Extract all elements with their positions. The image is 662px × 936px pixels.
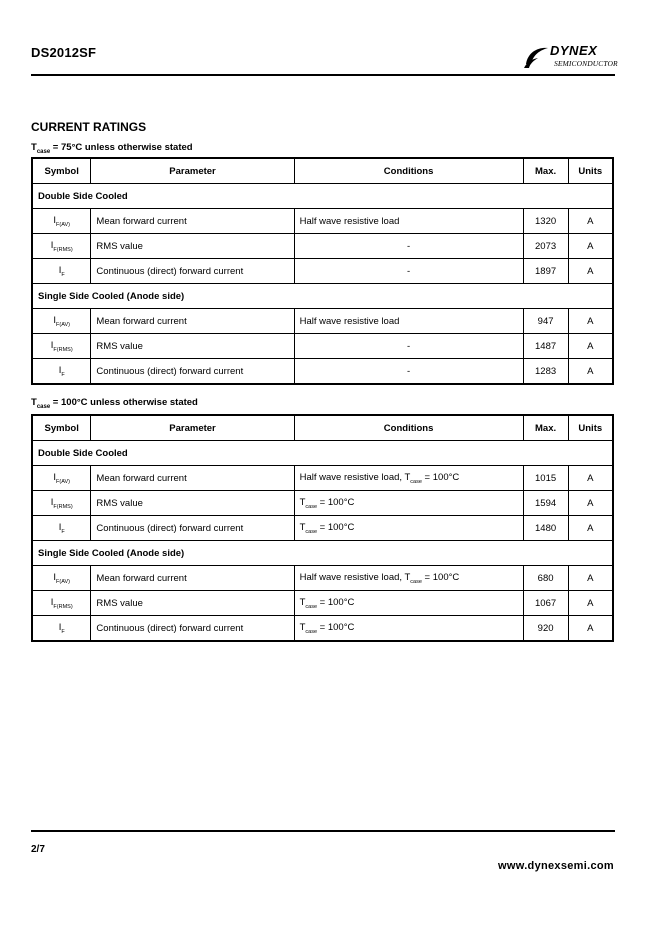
max-cell: 1067	[523, 591, 568, 616]
dynex-logo	[522, 44, 616, 72]
table-header-row	[32, 158, 613, 184]
conditions-cell: $T_{case} = 100^\circ C$	[294, 491, 523, 516]
group-label: Double Side Cooled	[32, 184, 613, 209]
table-row	[32, 359, 613, 385]
col-max: Max.	[523, 415, 568, 441]
col-symbol: Symbol	[32, 415, 91, 441]
max-cell: 920	[523, 616, 568, 642]
symbol-cell: $I_F$	[32, 259, 91, 284]
table-row	[32, 466, 613, 491]
parameter-cell: RMS value	[91, 334, 294, 359]
col-parameter: Parameter	[91, 158, 294, 184]
col-max: Max.	[523, 158, 568, 184]
parameter-cell: Mean forward current	[91, 566, 294, 591]
section-title: CURRENT RATINGS	[31, 120, 147, 134]
unit-cell: A	[568, 466, 613, 491]
parameter-cell: Mean forward current	[91, 466, 294, 491]
conditions-cell: Half wave resistive load, $T_{case} = 100^\circ C$	[294, 566, 523, 591]
conditions-cell: $T_{case} = 100^\circ C$	[294, 516, 523, 541]
symbol-cell: $I_F$	[32, 616, 91, 642]
footer-rule	[31, 830, 615, 832]
max-cell: 680	[523, 566, 568, 591]
group-label: Single Side Cooled (Anode side)	[32, 284, 613, 309]
table-row	[32, 566, 613, 591]
unit-cell: A	[568, 616, 613, 642]
table-row	[32, 516, 613, 541]
table-row	[32, 209, 613, 234]
unit-cell: A	[568, 234, 613, 259]
ratings-table-100c	[31, 414, 614, 642]
header-rule	[31, 74, 615, 76]
website-url: www.dynexsemi.com	[498, 860, 614, 872]
conditions-cell: -	[294, 234, 523, 259]
table-header-row	[32, 415, 613, 441]
unit-cell: A	[568, 591, 613, 616]
conditions-cell: -	[294, 334, 523, 359]
conditions-cell: Half wave resistive load	[294, 309, 523, 334]
group-label: Single Side Cooled (Anode side)	[32, 541, 613, 566]
table-row	[32, 234, 613, 259]
unit-cell: A	[568, 359, 613, 385]
col-conditions: Conditions	[294, 158, 523, 184]
symbol-cell: $I_{F(AV)}$	[32, 466, 91, 491]
conditions-cell: Half wave resistive load, $T_{case} = 100^\circ C$	[294, 466, 523, 491]
logo-subtitle: SEMICONDUCTOR	[554, 59, 618, 68]
max-cell: 1897	[523, 259, 568, 284]
table-row	[32, 591, 613, 616]
symbol-cell: $I_{F(AV)}$	[32, 566, 91, 591]
max-cell: 1480	[523, 516, 568, 541]
max-cell: 2073	[523, 234, 568, 259]
symbol-cell: $I_F$	[32, 516, 91, 541]
parameter-cell: Continuous (direct) forward current	[91, 259, 294, 284]
symbol-cell: $I_{F(RMS)}$	[32, 234, 91, 259]
table-row	[32, 491, 613, 516]
group-label: Double Side Cooled	[32, 441, 613, 466]
col-symbol: Symbol	[32, 158, 91, 184]
parameter-cell: Continuous (direct) forward current	[91, 359, 294, 385]
unit-cell: A	[568, 491, 613, 516]
conditions-cell: -	[294, 359, 523, 385]
col-units: Units	[568, 158, 613, 184]
symbol-cell: $I_F$	[32, 359, 91, 385]
col-parameter: Parameter	[91, 415, 294, 441]
max-cell: 947	[523, 309, 568, 334]
symbol-cell: $I_{F(RMS)}$	[32, 591, 91, 616]
unit-cell: A	[568, 259, 613, 284]
max-cell: 1320	[523, 209, 568, 234]
conditions-cell: $T_{case} = 100^\circ C$	[294, 591, 523, 616]
col-units: Units	[568, 415, 613, 441]
unit-cell: A	[568, 309, 613, 334]
table2-condition: $T_{case} = 100^\circ C$ unless otherwise stated	[31, 397, 198, 410]
parameter-cell: Mean forward current	[91, 309, 294, 334]
parameter-cell: RMS value	[91, 234, 294, 259]
group-row	[32, 441, 613, 466]
symbol-cell: $I_{F(AV)}$	[32, 209, 91, 234]
unit-cell: A	[568, 209, 613, 234]
symbol-cell: $I_{F(RMS)}$	[32, 334, 91, 359]
parameter-cell: Mean forward current	[91, 209, 294, 234]
group-row	[32, 184, 613, 209]
unit-cell: A	[568, 566, 613, 591]
max-cell: 1594	[523, 491, 568, 516]
page-number: 2/7	[31, 844, 45, 855]
dynex-swoosh-icon	[522, 44, 550, 70]
unit-cell: A	[568, 516, 613, 541]
logo-wordmark: DYNEX	[550, 43, 598, 58]
symbol-cell: $I_{F(AV)}$	[32, 309, 91, 334]
parameter-cell: RMS value	[91, 591, 294, 616]
parameter-cell: RMS value	[91, 491, 294, 516]
document-title: DS2012SF	[31, 45, 97, 60]
conditions-cell: Half wave resistive load	[294, 209, 523, 234]
parameter-cell: Continuous (direct) forward current	[91, 616, 294, 642]
unit-cell: A	[568, 334, 613, 359]
table-row	[32, 259, 613, 284]
table-row	[32, 309, 613, 334]
ratings-table-75c	[31, 157, 614, 385]
group-row	[32, 541, 613, 566]
conditions-cell: -	[294, 259, 523, 284]
max-cell: 1015	[523, 466, 568, 491]
max-cell: 1487	[523, 334, 568, 359]
col-conditions: Conditions	[294, 415, 523, 441]
table-row	[32, 334, 613, 359]
max-cell: 1283	[523, 359, 568, 385]
parameter-cell: Continuous (direct) forward current	[91, 516, 294, 541]
table-row	[32, 616, 613, 642]
symbol-cell: $I_{F(RMS)}$	[32, 491, 91, 516]
group-row	[32, 284, 613, 309]
conditions-cell: $T_{case} = 100^\circ C$	[294, 616, 523, 642]
table1-condition: $T_{case} = 75^\circ C$ unless otherwise stated	[31, 142, 193, 155]
